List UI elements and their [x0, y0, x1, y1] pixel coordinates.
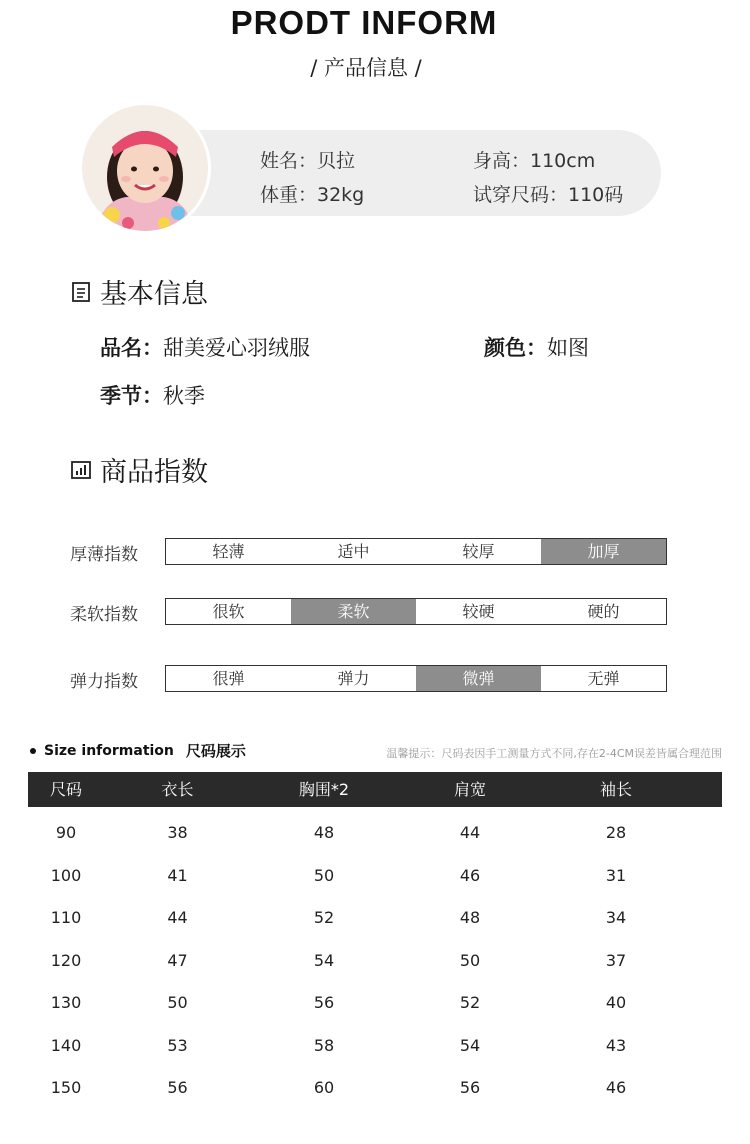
table-cell: 56 [459, 1078, 481, 1097]
bar-chart-icon [70, 459, 92, 481]
table-cell: 100 [50, 866, 82, 885]
softness-option: 很软 [212, 602, 245, 621]
table-row [28, 993, 722, 1012]
basic-info-heading [70, 272, 208, 311]
table-cell: 52 [313, 908, 335, 927]
table-cell: 58 [313, 1036, 335, 1055]
table-cell: 46 [605, 1078, 627, 1097]
table-row [28, 951, 722, 970]
table-cell: 31 [605, 866, 627, 885]
table-cell: 48 [459, 908, 481, 927]
product-season [100, 380, 205, 410]
document-icon [70, 281, 92, 303]
model-height: 身高：110cm [473, 150, 596, 172]
table-cell: 52 [459, 993, 481, 1012]
column-header: 衣长 [161, 780, 194, 799]
bullet-icon [30, 748, 36, 754]
thickness-option: 适中 [337, 542, 370, 561]
table-cell: 37 [605, 951, 627, 970]
table-row [28, 1078, 722, 1097]
table-cell: 120 [50, 951, 82, 970]
thickness-scale [165, 538, 667, 565]
season-label: 季节： [100, 384, 163, 408]
table-cell: 150 [50, 1078, 82, 1097]
table-cell: 47 [167, 951, 188, 970]
elasticity-option-selected: 微弹 [416, 666, 541, 691]
table-cell: 48 [313, 823, 335, 842]
table-cell: 50 [459, 951, 481, 970]
table-cell: 44 [459, 823, 481, 842]
size-table-header [28, 772, 722, 807]
elasticity-scale [165, 665, 667, 692]
size-note: 温馨提示：尺码表因手工测量方式不同,存在2-4CM误差皆属合理范围 [386, 747, 722, 760]
thickness-option: 轻薄 [212, 542, 245, 561]
table-cell: 54 [313, 951, 335, 970]
size-heading-en: Size information [44, 742, 174, 759]
table-cell: 50 [167, 993, 188, 1012]
elasticity-label: 弹力指数 [70, 672, 138, 692]
table-row [28, 908, 722, 927]
product-name-value: 甜美爱心羽绒服 [163, 336, 310, 360]
table-cell: 140 [50, 1036, 82, 1055]
column-header: 肩宽 [453, 780, 486, 799]
table-cell: 60 [313, 1078, 335, 1097]
elasticity-option: 弹力 [337, 669, 370, 688]
softness-label: 柔软指数 [70, 605, 138, 625]
table-cell: 56 [167, 1078, 188, 1097]
product-index-heading [70, 450, 208, 489]
softness-option-selected: 柔软 [291, 599, 416, 624]
column-header: 袖长 [599, 780, 632, 799]
product-name-label: 品名： [100, 336, 163, 360]
elasticity-option: 很弹 [212, 669, 245, 688]
column-header: 胸围*2 [298, 780, 350, 799]
table-cell: 50 [313, 866, 335, 885]
size-heading [30, 740, 246, 761]
model-name: 姓名：贝拉 [260, 150, 356, 172]
table-cell: 28 [605, 823, 627, 842]
table-cell: 54 [459, 1036, 481, 1055]
basic-info-heading-text: 基本信息 [100, 279, 208, 310]
table-cell: 90 [55, 823, 77, 842]
column-header: 尺码 [49, 780, 82, 799]
table-cell: 40 [605, 993, 627, 1012]
table-cell: 46 [459, 866, 481, 885]
product-name [100, 332, 310, 362]
thickness-label: 厚薄指数 [70, 545, 138, 565]
elasticity-option: 无弹 [587, 669, 620, 688]
softness-option: 硬的 [587, 602, 620, 621]
thickness-option-selected: 加厚 [541, 539, 666, 564]
product-index-heading-text: 商品指数 [100, 457, 208, 488]
model-avatar [79, 102, 211, 234]
softness-scale [165, 598, 667, 625]
model-trial-size: 试穿尺码：110码 [473, 184, 624, 206]
size-heading-cn: 尺码展示 [185, 742, 246, 760]
table-row [28, 823, 722, 842]
table-cell: 110 [50, 908, 82, 927]
table-cell: 34 [605, 908, 627, 927]
table-cell: 53 [167, 1036, 188, 1055]
table-cell: 41 [167, 866, 188, 885]
season-value: 秋季 [163, 384, 205, 408]
thickness-option: 较厚 [462, 542, 495, 561]
color-value: 如图 [547, 336, 589, 360]
table-cell: 130 [50, 993, 82, 1012]
table-row [28, 866, 722, 885]
color-label: 颜色： [484, 336, 547, 360]
table-cell: 56 [313, 993, 335, 1012]
table-cell: 44 [167, 908, 188, 927]
page-subtitle: / 产品信息 / [310, 56, 422, 80]
table-cell: 43 [605, 1036, 627, 1055]
product-color [484, 332, 589, 362]
page-title: PRODT INFORM [230, 4, 498, 41]
softness-option: 较硬 [462, 602, 495, 621]
table-cell: 38 [167, 823, 188, 842]
model-weight: 体重：32kg [260, 184, 365, 206]
table-row [28, 1036, 722, 1055]
